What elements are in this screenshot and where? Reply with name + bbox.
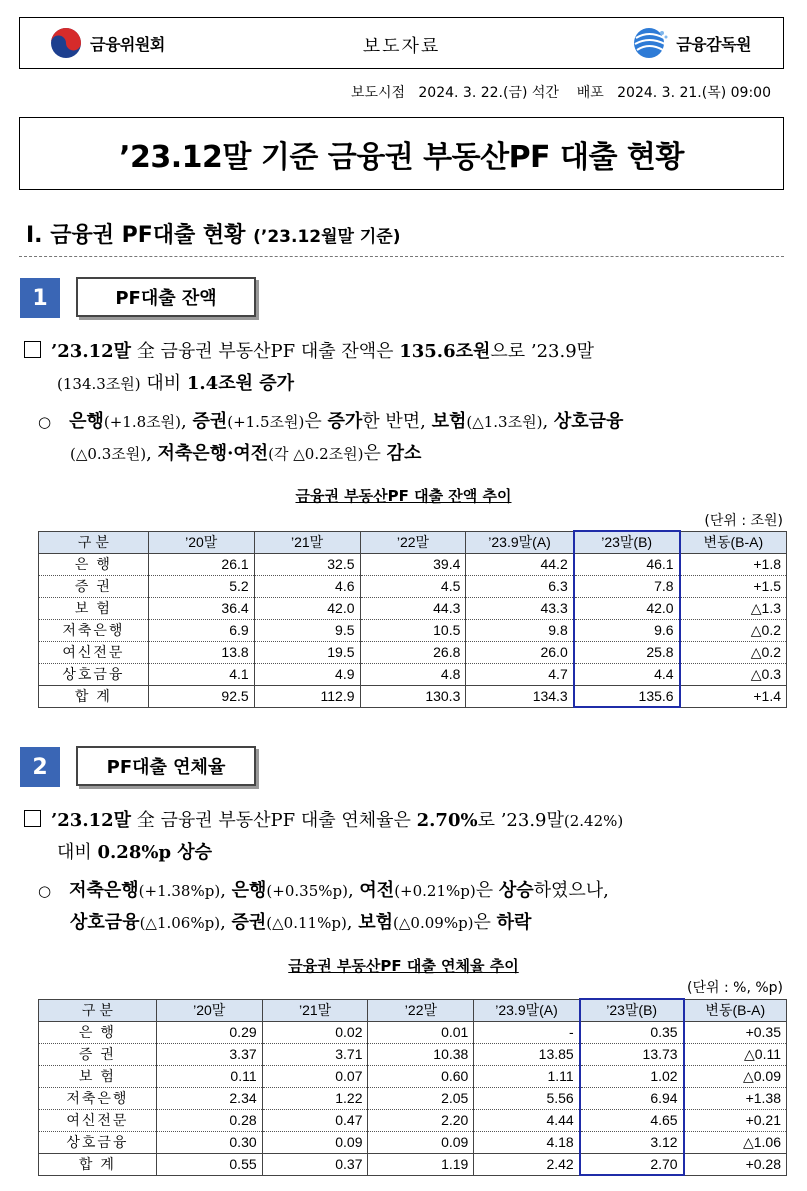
table-cell: 4.44	[474, 1109, 580, 1131]
table-cell: +1.38	[684, 1087, 787, 1109]
subsection-title-2: PF대출 연체율	[76, 746, 256, 786]
section-heading	[26, 218, 401, 249]
balance-table	[38, 530, 787, 708]
table-row	[39, 1109, 787, 1131]
table-cell: 36.4	[148, 597, 254, 619]
table-cell: 43.3	[466, 597, 574, 619]
unit-label: (단위 : %, %p)	[687, 980, 783, 996]
row-label: 보 험	[39, 1065, 157, 1087]
table-cell: 92.5	[148, 685, 254, 707]
table-cell: 0.09	[262, 1131, 368, 1153]
column-header: ’23말(B)	[580, 999, 684, 1021]
table-row	[39, 685, 787, 707]
subsection-title-1: PF대출 잔액	[76, 277, 256, 317]
table-cell: 42.0	[254, 597, 360, 619]
column-header: 구 분	[39, 531, 149, 553]
detail-bullet-2: ○ 저축은행(+1.38%p), 은행(+0.35%p), 여전(+0.21%p)은 상승하였으나, 상호금융(△1.06%p), 증권(△0.11%p), 보험(△0.09%p)은 하락	[38, 880, 609, 933]
table-row	[39, 1087, 787, 1109]
table-cell: 0.11	[156, 1065, 262, 1087]
table-cell: 7.8	[574, 575, 680, 597]
checkbox-icon	[24, 341, 41, 358]
section-number-1: 1	[20, 278, 60, 318]
table-cell: 13.73	[580, 1043, 684, 1065]
table-cell: 44.2	[466, 553, 574, 575]
table-cell: 9.5	[254, 619, 360, 641]
table-cell: 6.3	[466, 575, 574, 597]
table-cell: 135.6	[574, 685, 680, 707]
table-cell: 44.3	[360, 597, 466, 619]
table-cell: 2.05	[368, 1087, 474, 1109]
table-cell: 10.5	[360, 619, 466, 641]
table-cell: △1.3	[680, 597, 787, 619]
table-cell: △0.3	[680, 663, 787, 685]
section-heading-sub: (’23.12월말 기준)	[253, 227, 401, 247]
table-cell: 32.5	[254, 553, 360, 575]
table-cell: 0.02	[262, 1021, 368, 1043]
table-cell: 26.8	[360, 641, 466, 663]
table-cell: 0.37	[262, 1153, 368, 1175]
header-box	[19, 17, 784, 69]
table-cell: +1.5	[680, 575, 787, 597]
summary-paragraph-2: ’23.12말 全 금융권 부동산PF 대출 연체율은 2.70%로 ’23.9말(2.42%) 대비 0.28%p 상승	[24, 805, 789, 869]
table-cell: 4.65	[580, 1109, 684, 1131]
table-cell: 1.19	[368, 1153, 474, 1175]
table-row	[39, 553, 787, 575]
detail-bullet-1: ○ 은행(+1.8조원), 증권(+1.5조원)은 증가한 반면, 보험(△1.3조원), 상호금융 (△0.3조원), 저축은행·여전(각 △0.2조원)은 감소	[38, 411, 624, 464]
table-cell: 1.02	[580, 1065, 684, 1087]
table-cell: 2.20	[368, 1109, 474, 1131]
table-cell: 0.29	[156, 1021, 262, 1043]
row-label: 상호금융	[39, 1131, 157, 1153]
table-row	[39, 597, 787, 619]
table-cell: 19.5	[254, 641, 360, 663]
fsc-logo-text: 금융위원회	[90, 34, 165, 54]
page-title: ’23.12말 기준 금융권 부동산PF 대출 현황	[19, 117, 784, 190]
table-cell: +1.8	[680, 553, 787, 575]
section-number-2: 2	[20, 747, 60, 787]
row-label: 증 권	[39, 575, 149, 597]
table-cell: 5.2	[148, 575, 254, 597]
table-cell: 42.0	[574, 597, 680, 619]
table-row	[39, 575, 787, 597]
table-cell: 4.9	[254, 663, 360, 685]
row-label: 여신전문	[39, 1109, 157, 1131]
row-label: 합 계	[39, 685, 149, 707]
table-cell: 0.60	[368, 1065, 474, 1087]
table-cell: 9.6	[574, 619, 680, 641]
table-cell: 0.07	[262, 1065, 368, 1087]
checkbox-icon	[24, 810, 41, 827]
table-cell: 9.8	[466, 619, 574, 641]
column-header: ’22말	[360, 531, 466, 553]
table-cell: 4.18	[474, 1131, 580, 1153]
fss-logo-text: 금융감독원	[676, 34, 751, 54]
table-cell: 3.12	[580, 1131, 684, 1153]
table-cell: 0.09	[368, 1131, 474, 1153]
table-cell: 0.01	[368, 1021, 474, 1043]
table-cell: 0.28	[156, 1109, 262, 1131]
table-cell: 46.1	[574, 553, 680, 575]
table-cell: 1.11	[474, 1065, 580, 1087]
row-label: 합 계	[39, 1153, 157, 1175]
row-label: 저축은행	[39, 619, 149, 641]
table-cell: 1.22	[262, 1087, 368, 1109]
table-cell: 112.9	[254, 685, 360, 707]
table-row	[39, 1153, 787, 1175]
globe-icon	[632, 26, 670, 60]
release-info: 보도시점 2024. 3. 22.(금) 석간 배포 2024. 3. 21.(목) 09:00	[350, 85, 771, 101]
table-cell: 26.0	[466, 641, 574, 663]
table-title-delinquency: 금융권 부동산PF 대출 연체율 추이	[288, 957, 519, 975]
column-header: ’21말	[262, 999, 368, 1021]
table-cell: 13.8	[148, 641, 254, 663]
row-label: 저축은행	[39, 1087, 157, 1109]
column-header: ’23.9말(A)	[474, 999, 580, 1021]
table-cell: 0.35	[580, 1021, 684, 1043]
bullet-icon: ○	[38, 413, 52, 431]
document-type: 보도자료	[362, 36, 441, 57]
table-cell: 3.71	[262, 1043, 368, 1065]
table-cell: 6.9	[148, 619, 254, 641]
column-header: 변동(B-A)	[684, 999, 787, 1021]
table-cell: 4.5	[360, 575, 466, 597]
table-header-row	[39, 531, 787, 553]
table-cell: 4.6	[254, 575, 360, 597]
table-cell: 134.3	[466, 685, 574, 707]
table-row	[39, 1021, 787, 1043]
row-label: 은 행	[39, 1021, 157, 1043]
table-cell: 26.1	[148, 553, 254, 575]
table-cell: △0.09	[684, 1065, 787, 1087]
table-cell: 5.56	[474, 1087, 580, 1109]
table-cell: 13.85	[474, 1043, 580, 1065]
table-cell: 0.30	[156, 1131, 262, 1153]
table-title-balance: 금융권 부동산PF 대출 잔액 추이	[295, 487, 512, 505]
table-cell: +1.4	[680, 685, 787, 707]
table-cell: 0.55	[156, 1153, 262, 1175]
table-row	[39, 1131, 787, 1153]
unit-label: (단위 : 조원)	[704, 513, 783, 529]
table-cell: △0.2	[680, 641, 787, 663]
row-label: 여신전문	[39, 641, 149, 663]
table-cell: 3.37	[156, 1043, 262, 1065]
table-cell: 39.4	[360, 553, 466, 575]
table-cell: 2.42	[474, 1153, 580, 1175]
table-cell: △1.06	[684, 1131, 787, 1153]
table-cell: 4.8	[360, 663, 466, 685]
fss-logo	[632, 26, 751, 60]
table-cell: 2.34	[156, 1087, 262, 1109]
table-row	[39, 1043, 787, 1065]
table-cell: +0.35	[684, 1021, 787, 1043]
table-cell: -	[474, 1021, 580, 1043]
table-row	[39, 619, 787, 641]
table-cell: 130.3	[360, 685, 466, 707]
row-label: 상호금융	[39, 663, 149, 685]
bullet-icon: ○	[38, 882, 52, 900]
column-header: ’20말	[156, 999, 262, 1021]
table-cell: 10.38	[368, 1043, 474, 1065]
table-cell: 4.1	[148, 663, 254, 685]
row-label: 증 권	[39, 1043, 157, 1065]
table-cell: 2.70	[580, 1153, 684, 1175]
section-divider	[19, 256, 784, 257]
table-cell: 25.8	[574, 641, 680, 663]
row-label: 은 행	[39, 553, 149, 575]
column-header: ’23말(B)	[574, 531, 680, 553]
column-header: 구 분	[39, 999, 157, 1021]
column-header: ’21말	[254, 531, 360, 553]
column-header: ’20말	[148, 531, 254, 553]
table-row	[39, 663, 787, 685]
column-header: ’23.9말(A)	[466, 531, 574, 553]
section-heading-text: Ⅰ. 금융권 PF대출 현황	[26, 223, 246, 248]
table-cell: +0.21	[684, 1109, 787, 1131]
table-cell: 4.7	[466, 663, 574, 685]
column-header: ’22말	[368, 999, 474, 1021]
table-cell: 4.4	[574, 663, 680, 685]
table-cell: △0.2	[680, 619, 787, 641]
table-row	[39, 1065, 787, 1087]
table-row	[39, 641, 787, 663]
table-cell: 6.94	[580, 1087, 684, 1109]
table-cell: +0.28	[684, 1153, 787, 1175]
table-cell: 0.47	[262, 1109, 368, 1131]
table-cell: △0.11	[684, 1043, 787, 1065]
delinquency-table	[38, 998, 787, 1176]
row-label: 보 험	[39, 597, 149, 619]
summary-paragraph-1: ’23.12말 全 금융권 부동산PF 대출 잔액은 135.6조원으로 ’23.9말 (134.3조원) 대비 1.4조원 증가	[24, 336, 789, 400]
table-header-row	[39, 999, 787, 1021]
column-header: 변동(B-A)	[680, 531, 787, 553]
